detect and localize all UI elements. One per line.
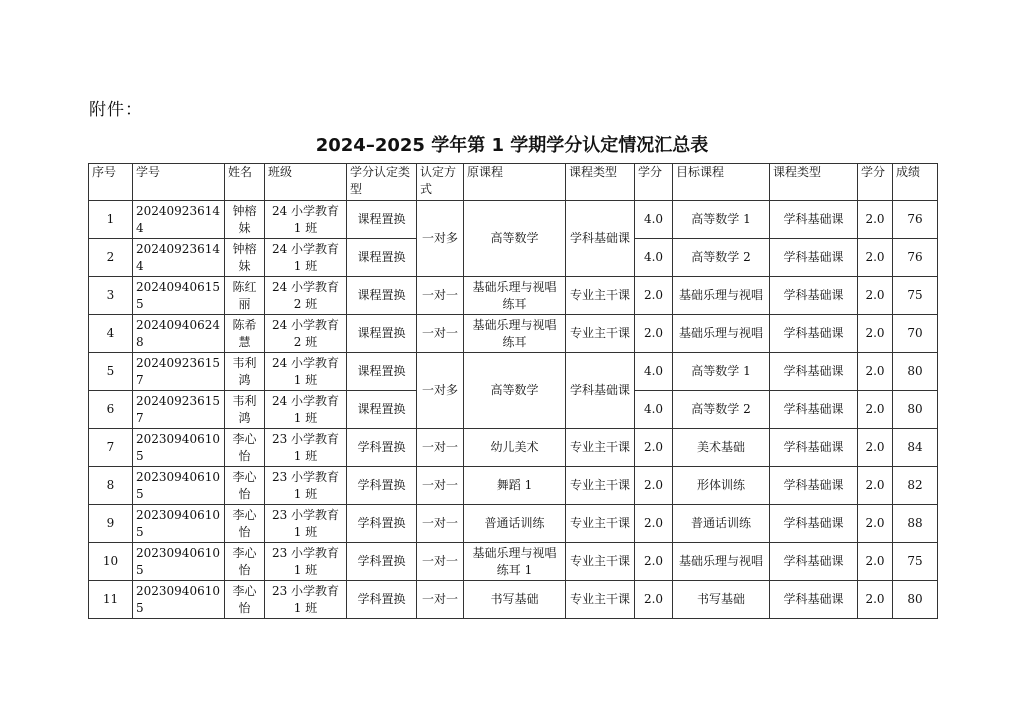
cell-original-course-type: 专业主干课 (566, 505, 635, 543)
cell-student-id: 202309406105 (133, 467, 225, 505)
header-index: 序号 (89, 164, 133, 201)
cell-score: 75 (893, 277, 938, 315)
header-credit-type: 学分认定类型 (347, 164, 417, 201)
cell-credit-type: 课程置换 (347, 239, 417, 277)
header-name: 姓名 (225, 164, 265, 201)
cell-original-credit: 2.0 (635, 581, 673, 619)
cell-original-credit: 4.0 (635, 201, 673, 239)
cell-method: 一对一 (417, 467, 464, 505)
cell-class: 23 小学教育 1 班 (265, 505, 347, 543)
cell-student-id: 202409236144 (133, 201, 225, 239)
cell-class: 23 小学教育 1 班 (265, 581, 347, 619)
cell-target-course: 基础乐理与视唱 (673, 315, 770, 353)
cell-credit-type: 学科置换 (347, 543, 417, 581)
cell-student-id: 202409406155 (133, 277, 225, 315)
cell-original-credit: 2.0 (635, 505, 673, 543)
cell-credit-type: 课程置换 (347, 277, 417, 315)
cell-original-course: 舞蹈 1 (464, 467, 566, 505)
cell-target-credit: 2.0 (858, 353, 893, 391)
cell-original-course-type: 专业主干课 (566, 429, 635, 467)
cell-credit-type: 学科置换 (347, 467, 417, 505)
cell-original-credit: 2.0 (635, 429, 673, 467)
cell-student-id: 202409406248 (133, 315, 225, 353)
cell-target-course: 形体训练 (673, 467, 770, 505)
cell-credit-type: 课程置换 (347, 353, 417, 391)
cell-target-course-type: 学科基础课 (770, 315, 858, 353)
cell-original-course: 幼儿美术 (464, 429, 566, 467)
table-row (89, 543, 938, 581)
cell-method: 一对多 (417, 201, 464, 277)
cell-score: 76 (893, 239, 938, 277)
cell-target-course: 高等数学 1 (673, 201, 770, 239)
cell-target-course-type: 学科基础课 (770, 239, 858, 277)
cell-class: 24 小学教育 1 班 (265, 353, 347, 391)
cell-student-id: 202309406105 (133, 581, 225, 619)
cell-target-course: 高等数学 2 (673, 239, 770, 277)
cell-index: 1 (89, 201, 133, 239)
cell-target-course: 高等数学 2 (673, 391, 770, 429)
cell-name: 韦利鸿 (225, 353, 265, 391)
cell-name: 钟榕妹 (225, 201, 265, 239)
header-target-course: 目标课程 (673, 164, 770, 201)
cell-score: 76 (893, 201, 938, 239)
cell-name: 李心怡 (225, 581, 265, 619)
cell-index: 6 (89, 391, 133, 429)
cell-class: 24 小学教育 1 班 (265, 391, 347, 429)
cell-original-course-type: 专业主干课 (566, 581, 635, 619)
cell-credit-type: 学科置换 (347, 429, 417, 467)
header-original-course-type: 课程类型 (566, 164, 635, 201)
cell-score: 80 (893, 581, 938, 619)
cell-class: 24 小学教育 2 班 (265, 315, 347, 353)
cell-name: 韦利鸿 (225, 391, 265, 429)
cell-target-course-type: 学科基础课 (770, 505, 858, 543)
cell-target-credit: 2.0 (858, 201, 893, 239)
table-row (89, 277, 938, 315)
cell-original-course-type: 专业主干课 (566, 315, 635, 353)
cell-class: 24 小学教育 1 班 (265, 201, 347, 239)
cell-original-credit: 2.0 (635, 467, 673, 505)
cell-target-credit: 2.0 (858, 429, 893, 467)
cell-student-id: 202409236144 (133, 239, 225, 277)
cell-target-course-type: 学科基础课 (770, 201, 858, 239)
cell-original-credit: 2.0 (635, 277, 673, 315)
cell-index: 2 (89, 239, 133, 277)
cell-original-credit: 4.0 (635, 239, 673, 277)
cell-name: 陈希慧 (225, 315, 265, 353)
cell-credit-type: 课程置换 (347, 315, 417, 353)
cell-original-course: 高等数学 (464, 201, 566, 277)
cell-target-credit: 2.0 (858, 277, 893, 315)
cell-credit-type: 学科置换 (347, 505, 417, 543)
cell-target-credit: 2.0 (858, 467, 893, 505)
cell-original-course-type: 专业主干课 (566, 277, 635, 315)
header-score: 成绩 (893, 164, 938, 201)
header-original-credit: 学分 (635, 164, 673, 201)
cell-name: 李心怡 (225, 429, 265, 467)
cell-index: 11 (89, 581, 133, 619)
cell-original-course: 基础乐理与视唱练耳 (464, 315, 566, 353)
cell-method: 一对一 (417, 315, 464, 353)
header-row (89, 164, 938, 201)
cell-student-id: 202309406105 (133, 429, 225, 467)
cell-original-course-type: 专业主干课 (566, 543, 635, 581)
cell-target-course-type: 学科基础课 (770, 429, 858, 467)
cell-credit-type: 课程置换 (347, 391, 417, 429)
cell-index: 3 (89, 277, 133, 315)
cell-name: 陈红丽 (225, 277, 265, 315)
table-row (89, 315, 938, 353)
cell-target-course-type: 学科基础课 (770, 581, 858, 619)
cell-target-course-type: 学科基础课 (770, 353, 858, 391)
cell-score: 80 (893, 391, 938, 429)
cell-index: 8 (89, 467, 133, 505)
table-row (89, 201, 938, 239)
cell-method: 一对一 (417, 429, 464, 467)
cell-target-credit: 2.0 (858, 543, 893, 581)
cell-original-course: 高等数学 (464, 353, 566, 429)
cell-score: 80 (893, 353, 938, 391)
cell-credit-type: 课程置换 (347, 201, 417, 239)
cell-method: 一对一 (417, 581, 464, 619)
table-row (89, 581, 938, 619)
cell-name: 李心怡 (225, 467, 265, 505)
cell-original-course: 书写基础 (464, 581, 566, 619)
cell-original-credit: 2.0 (635, 543, 673, 581)
cell-target-course-type: 学科基础课 (770, 467, 858, 505)
cell-original-credit: 4.0 (635, 391, 673, 429)
cell-name: 李心怡 (225, 543, 265, 581)
cell-method: 一对一 (417, 543, 464, 581)
table-row (89, 505, 938, 543)
cell-target-credit: 2.0 (858, 581, 893, 619)
cell-original-credit: 4.0 (635, 353, 673, 391)
header-target-credit: 学分 (858, 164, 893, 201)
cell-target-credit: 2.0 (858, 315, 893, 353)
cell-class: 23 小学教育 1 班 (265, 543, 347, 581)
cell-target-course-type: 学科基础课 (770, 543, 858, 581)
cell-target-course: 基础乐理与视唱 (673, 277, 770, 315)
cell-method: 一对多 (417, 353, 464, 429)
cell-index: 4 (89, 315, 133, 353)
cell-original-course-type: 专业主干课 (566, 467, 635, 505)
cell-original-course-type: 学科基础课 (566, 201, 635, 277)
header-original-course: 原课程 (464, 164, 566, 201)
cell-target-course-type: 学科基础课 (770, 277, 858, 315)
cell-original-credit: 2.0 (635, 315, 673, 353)
cell-method: 一对一 (417, 277, 464, 315)
cell-target-course: 基础乐理与视唱 (673, 543, 770, 581)
cell-target-course: 美术基础 (673, 429, 770, 467)
cell-score: 82 (893, 467, 938, 505)
attachment-label: 附件： (89, 100, 143, 120)
cell-name: 李心怡 (225, 505, 265, 543)
cell-original-course: 普通话训练 (464, 505, 566, 543)
cell-student-id: 202309406105 (133, 543, 225, 581)
table-row (89, 429, 938, 467)
cell-score: 84 (893, 429, 938, 467)
cell-target-credit: 2.0 (858, 505, 893, 543)
header-method: 认定方式 (417, 164, 464, 201)
cell-score: 88 (893, 505, 938, 543)
cell-student-id: 202409236157 (133, 391, 225, 429)
cell-target-credit: 2.0 (858, 391, 893, 429)
cell-original-course-type: 学科基础课 (566, 353, 635, 429)
cell-target-course: 高等数学 1 (673, 353, 770, 391)
cell-original-course: 基础乐理与视唱练耳 1 (464, 543, 566, 581)
header-student-id: 学号 (133, 164, 225, 201)
credit-summary-table (88, 163, 938, 619)
cell-index: 7 (89, 429, 133, 467)
cell-class: 24 小学教育 2 班 (265, 277, 347, 315)
cell-method: 一对一 (417, 505, 464, 543)
cell-score: 70 (893, 315, 938, 353)
cell-index: 5 (89, 353, 133, 391)
table-row (89, 467, 938, 505)
cell-target-course: 普通话训练 (673, 505, 770, 543)
cell-class: 23 小学教育 1 班 (265, 429, 347, 467)
document-title: 2024–2025 学年第 1 学期学分认定情况汇总表 (315, 135, 709, 156)
cell-target-credit: 2.0 (858, 239, 893, 277)
cell-student-id: 202309406105 (133, 505, 225, 543)
cell-score: 75 (893, 543, 938, 581)
cell-target-course: 书写基础 (673, 581, 770, 619)
cell-class: 23 小学教育 1 班 (265, 467, 347, 505)
cell-target-course-type: 学科基础课 (770, 391, 858, 429)
cell-index: 10 (89, 543, 133, 581)
cell-student-id: 202409236157 (133, 353, 225, 391)
cell-original-course: 基础乐理与视唱练耳 (464, 277, 566, 315)
header-class: 班级 (265, 164, 347, 201)
cell-class: 24 小学教育 1 班 (265, 239, 347, 277)
cell-credit-type: 学科置换 (347, 581, 417, 619)
header-target-course-type: 课程类型 (770, 164, 858, 201)
table-row (89, 353, 938, 391)
cell-name: 钟榕妹 (225, 239, 265, 277)
cell-index: 9 (89, 505, 133, 543)
